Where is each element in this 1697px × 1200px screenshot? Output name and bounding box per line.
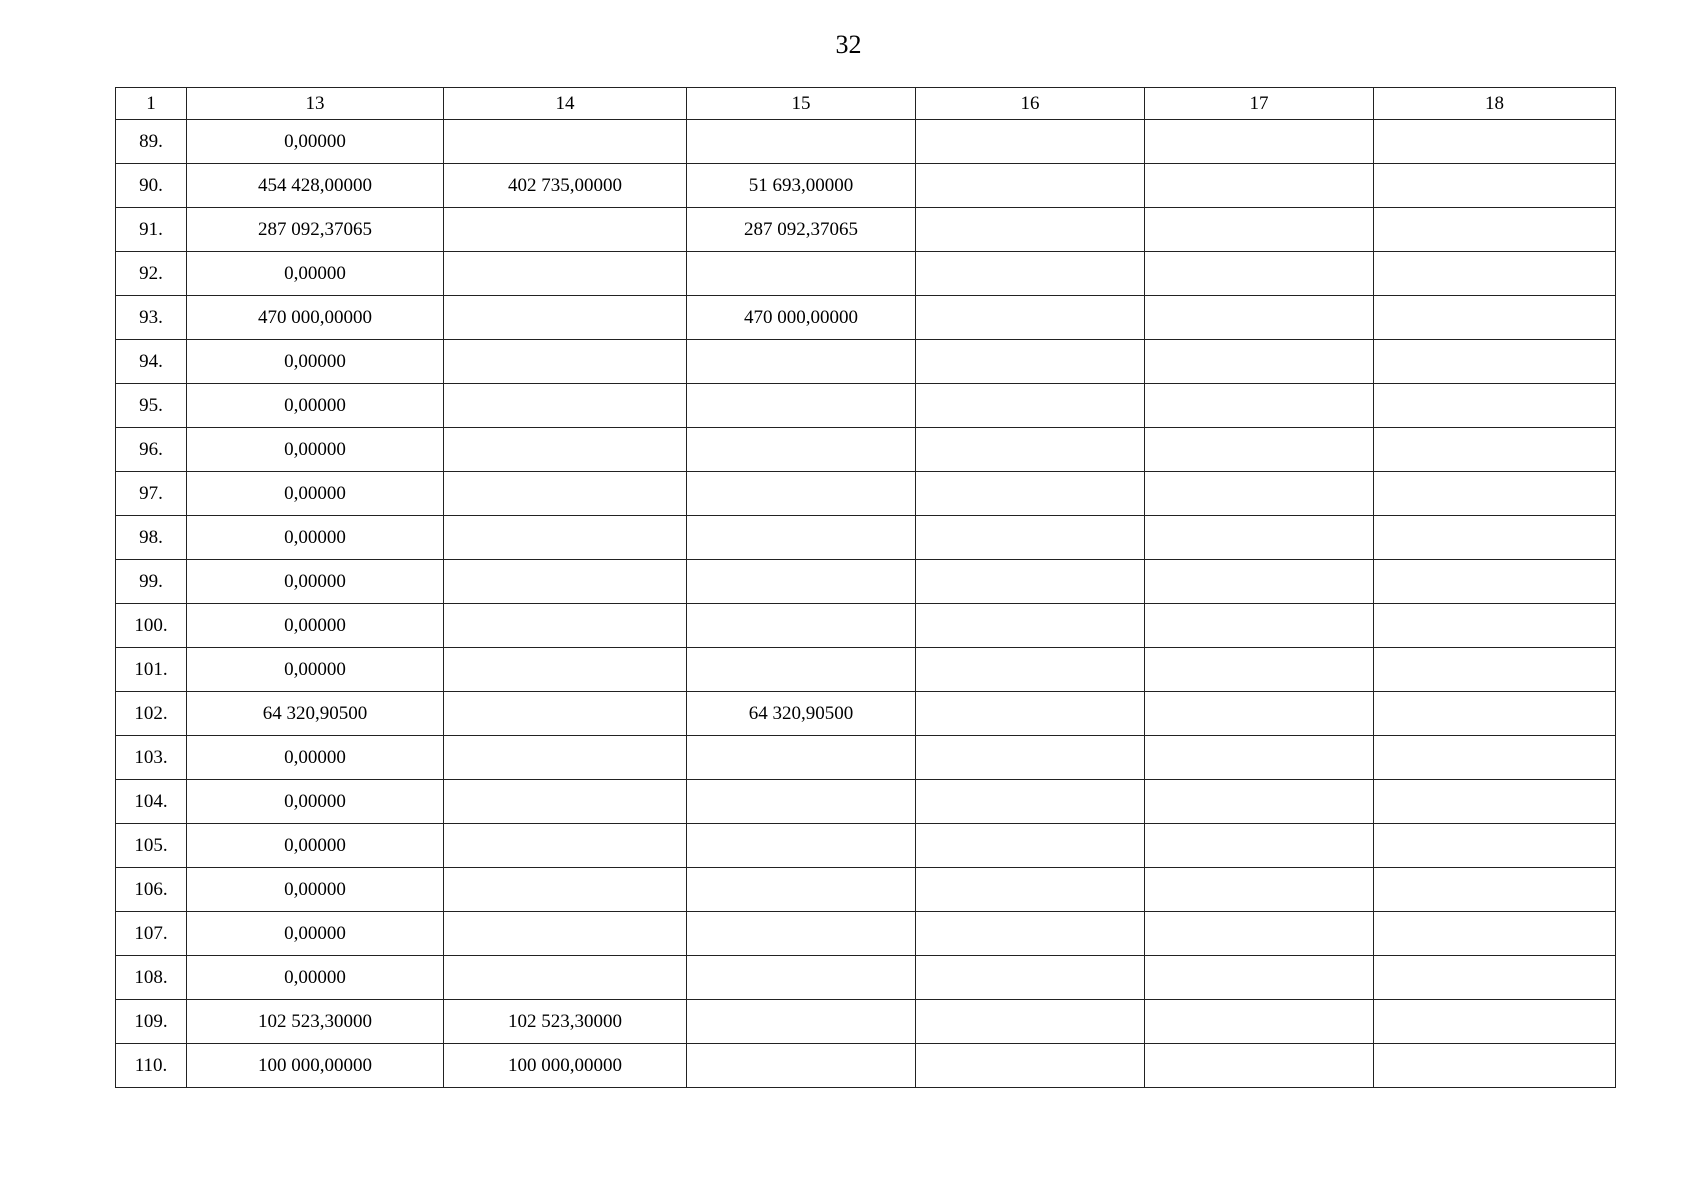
table-row — [116, 120, 1616, 164]
row-number-cell: 94. — [116, 340, 187, 384]
value-cell-col-17 — [1145, 692, 1374, 736]
value-cell-col-15 — [687, 868, 916, 912]
value-cell-col-14 — [444, 560, 687, 604]
value-cell-col-13: 0,00000 — [187, 604, 444, 648]
value-cell-col-14 — [444, 384, 687, 428]
value-cell-col-14: 102 523,30000 — [444, 1000, 687, 1044]
value-cell-col-17 — [1145, 208, 1374, 252]
value-cell-col-13: 0,00000 — [187, 340, 444, 384]
value-cell-col-14 — [444, 912, 687, 956]
value-cell-col-13: 0,00000 — [187, 912, 444, 956]
value-cell-col-17 — [1145, 164, 1374, 208]
column-header-14: 14 — [444, 88, 687, 120]
value-cell-col-18 — [1374, 736, 1616, 780]
table-row — [116, 164, 1616, 208]
value-cell-col-13: 0,00000 — [187, 868, 444, 912]
value-cell-col-17 — [1145, 868, 1374, 912]
value-cell-col-16 — [916, 516, 1145, 560]
value-cell-col-15 — [687, 780, 916, 824]
value-cell-col-18 — [1374, 208, 1616, 252]
table-row — [116, 780, 1616, 824]
column-header-13: 13 — [187, 88, 444, 120]
value-cell-col-17 — [1145, 472, 1374, 516]
value-cell-col-15: 51 693,00000 — [687, 164, 916, 208]
value-cell-col-15 — [687, 824, 916, 868]
value-cell-col-13: 0,00000 — [187, 824, 444, 868]
table-row — [116, 912, 1616, 956]
value-cell-col-17 — [1145, 516, 1374, 560]
column-header-16: 16 — [916, 88, 1145, 120]
value-cell-col-18 — [1374, 780, 1616, 824]
value-cell-col-18 — [1374, 516, 1616, 560]
value-cell-col-17 — [1145, 604, 1374, 648]
table-row — [116, 692, 1616, 736]
value-cell-col-18 — [1374, 648, 1616, 692]
value-cell-col-15: 287 092,37065 — [687, 208, 916, 252]
value-cell-col-14: 100 000,00000 — [444, 1044, 687, 1088]
row-number-cell: 107. — [116, 912, 187, 956]
value-cell-col-15 — [687, 648, 916, 692]
value-cell-col-17 — [1145, 912, 1374, 956]
value-cell-col-16 — [916, 956, 1145, 1000]
value-cell-col-14 — [444, 120, 687, 164]
value-cell-col-13: 0,00000 — [187, 120, 444, 164]
table-row — [116, 208, 1616, 252]
value-cell-col-16 — [916, 736, 1145, 780]
table-row — [116, 296, 1616, 340]
value-cell-col-14: 402 735,00000 — [444, 164, 687, 208]
value-cell-col-17 — [1145, 780, 1374, 824]
column-header-18: 18 — [1374, 88, 1616, 120]
page-number: 32 — [835, 30, 862, 59]
value-cell-col-15 — [687, 1044, 916, 1088]
value-cell-col-14 — [444, 340, 687, 384]
value-cell-col-17 — [1145, 340, 1374, 384]
data-table — [115, 87, 1616, 1088]
table-row — [116, 868, 1616, 912]
value-cell-col-17 — [1145, 296, 1374, 340]
table-row — [116, 472, 1616, 516]
value-cell-col-16 — [916, 604, 1145, 648]
value-cell-col-13: 470 000,00000 — [187, 296, 444, 340]
value-cell-col-15 — [687, 912, 916, 956]
value-cell-col-13: 0,00000 — [187, 516, 444, 560]
row-number-cell: 97. — [116, 472, 187, 516]
value-cell-col-18 — [1374, 296, 1616, 340]
value-cell-col-16 — [916, 1000, 1145, 1044]
value-cell-col-17 — [1145, 736, 1374, 780]
value-cell-col-18 — [1374, 956, 1616, 1000]
value-cell-col-18 — [1374, 824, 1616, 868]
value-cell-col-17 — [1145, 120, 1374, 164]
value-cell-col-13: 287 092,37065 — [187, 208, 444, 252]
value-cell-col-18 — [1374, 340, 1616, 384]
value-cell-col-14 — [444, 208, 687, 252]
table-row — [116, 736, 1616, 780]
row-number-cell: 99. — [116, 560, 187, 604]
value-cell-col-16 — [916, 252, 1145, 296]
row-number-cell: 109. — [116, 1000, 187, 1044]
value-cell-col-17 — [1145, 956, 1374, 1000]
value-cell-col-15 — [687, 1000, 916, 1044]
table-row — [116, 956, 1616, 1000]
value-cell-col-15 — [687, 428, 916, 472]
value-cell-col-15 — [687, 120, 916, 164]
value-cell-col-18 — [1374, 868, 1616, 912]
row-number-cell: 100. — [116, 604, 187, 648]
value-cell-col-18 — [1374, 384, 1616, 428]
value-cell-col-17 — [1145, 428, 1374, 472]
value-cell-col-18 — [1374, 472, 1616, 516]
value-cell-col-16 — [916, 780, 1145, 824]
value-cell-col-16 — [916, 1044, 1145, 1088]
value-cell-col-16 — [916, 692, 1145, 736]
value-cell-col-17 — [1145, 1044, 1374, 1088]
value-cell-col-16 — [916, 384, 1145, 428]
value-cell-col-14 — [444, 648, 687, 692]
column-header-1: 1 — [116, 88, 187, 120]
table-row — [116, 252, 1616, 296]
value-cell-col-15 — [687, 736, 916, 780]
value-cell-col-14 — [444, 824, 687, 868]
value-cell-col-17 — [1145, 560, 1374, 604]
value-cell-col-15 — [687, 472, 916, 516]
value-cell-col-18 — [1374, 1044, 1616, 1088]
value-cell-col-15: 470 000,00000 — [687, 296, 916, 340]
row-number-cell: 91. — [116, 208, 187, 252]
value-cell-col-14 — [444, 956, 687, 1000]
value-cell-col-13: 454 428,00000 — [187, 164, 444, 208]
value-cell-col-14 — [444, 868, 687, 912]
value-cell-col-13: 0,00000 — [187, 472, 444, 516]
value-cell-col-13: 0,00000 — [187, 780, 444, 824]
table-row — [116, 516, 1616, 560]
value-cell-col-16 — [916, 120, 1145, 164]
value-cell-col-16 — [916, 296, 1145, 340]
value-cell-col-14 — [444, 428, 687, 472]
value-cell-col-18 — [1374, 428, 1616, 472]
value-cell-col-15 — [687, 956, 916, 1000]
value-cell-col-14 — [444, 252, 687, 296]
value-cell-col-18 — [1374, 692, 1616, 736]
value-cell-col-13: 100 000,00000 — [187, 1044, 444, 1088]
value-cell-col-15 — [687, 516, 916, 560]
value-cell-col-16 — [916, 208, 1145, 252]
column-header-17: 17 — [1145, 88, 1374, 120]
value-cell-col-13: 64 320,90500 — [187, 692, 444, 736]
value-cell-col-17 — [1145, 1000, 1374, 1044]
table-row — [116, 560, 1616, 604]
value-cell-col-18 — [1374, 1000, 1616, 1044]
value-cell-col-16 — [916, 164, 1145, 208]
value-cell-col-15 — [687, 560, 916, 604]
row-number-cell: 95. — [116, 384, 187, 428]
row-number-cell: 90. — [116, 164, 187, 208]
value-cell-col-14 — [444, 780, 687, 824]
row-number-cell: 96. — [116, 428, 187, 472]
value-cell-col-15 — [687, 340, 916, 384]
value-cell-col-16 — [916, 472, 1145, 516]
value-cell-col-14 — [444, 692, 687, 736]
column-header-15: 15 — [687, 88, 916, 120]
value-cell-col-16 — [916, 824, 1145, 868]
value-cell-col-18 — [1374, 560, 1616, 604]
value-cell-col-15 — [687, 252, 916, 296]
table-row — [116, 340, 1616, 384]
row-number-cell: 108. — [116, 956, 187, 1000]
row-number-cell: 98. — [116, 516, 187, 560]
value-cell-col-17 — [1145, 648, 1374, 692]
value-cell-col-17 — [1145, 824, 1374, 868]
value-cell-col-18 — [1374, 604, 1616, 648]
value-cell-col-13: 102 523,30000 — [187, 1000, 444, 1044]
table-body — [116, 120, 1616, 1088]
value-cell-col-16 — [916, 912, 1145, 956]
value-cell-col-13: 0,00000 — [187, 648, 444, 692]
value-cell-col-18 — [1374, 252, 1616, 296]
value-cell-col-18 — [1374, 120, 1616, 164]
value-cell-col-13: 0,00000 — [187, 956, 444, 1000]
row-number-cell: 102. — [116, 692, 187, 736]
table-header-row — [116, 88, 1616, 120]
table-row — [116, 428, 1616, 472]
value-cell-col-16 — [916, 340, 1145, 384]
table-row — [116, 648, 1616, 692]
value-cell-col-17 — [1145, 252, 1374, 296]
table-row — [116, 824, 1616, 868]
table-row — [116, 1044, 1616, 1088]
row-number-cell: 104. — [116, 780, 187, 824]
row-number-cell: 89. — [116, 120, 187, 164]
value-cell-col-18 — [1374, 912, 1616, 956]
value-cell-col-13: 0,00000 — [187, 428, 444, 472]
value-cell-col-15 — [687, 604, 916, 648]
value-cell-col-13: 0,00000 — [187, 384, 444, 428]
row-number-cell: 101. — [116, 648, 187, 692]
row-number-cell: 106. — [116, 868, 187, 912]
value-cell-col-18 — [1374, 164, 1616, 208]
row-number-cell: 93. — [116, 296, 187, 340]
row-number-cell: 105. — [116, 824, 187, 868]
value-cell-col-16 — [916, 648, 1145, 692]
value-cell-col-15: 64 320,90500 — [687, 692, 916, 736]
value-cell-col-17 — [1145, 384, 1374, 428]
row-number-cell: 103. — [116, 736, 187, 780]
value-cell-col-14 — [444, 736, 687, 780]
value-cell-col-13: 0,00000 — [187, 252, 444, 296]
value-cell-col-13: 0,00000 — [187, 560, 444, 604]
value-cell-col-14 — [444, 516, 687, 560]
value-cell-col-14 — [444, 604, 687, 648]
value-cell-col-14 — [444, 472, 687, 516]
row-number-cell: 110. — [116, 1044, 187, 1088]
value-cell-col-16 — [916, 428, 1145, 472]
value-cell-col-15 — [687, 384, 916, 428]
table-row — [116, 384, 1616, 428]
table-row — [116, 1000, 1616, 1044]
row-number-cell: 92. — [116, 252, 187, 296]
table-row — [116, 604, 1616, 648]
value-cell-col-13: 0,00000 — [187, 736, 444, 780]
value-cell-col-14 — [444, 296, 687, 340]
value-cell-col-16 — [916, 560, 1145, 604]
value-cell-col-16 — [916, 868, 1145, 912]
